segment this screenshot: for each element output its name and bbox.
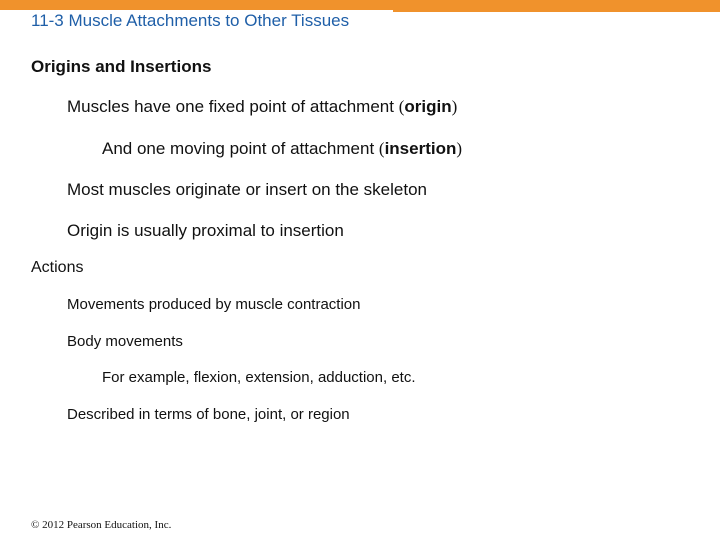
bullet-text: And one moving point of attachment (102, 139, 379, 158)
bullet-text: Muscles have one fixed point of attachment (67, 97, 399, 116)
paren-open: ( (398, 97, 405, 116)
copyright-footer: © 2012 Pearson Education, Inc. (31, 519, 172, 531)
bullet-body-movements: Body movements (67, 333, 183, 350)
slide-title: 11-3 Muscle Attachments to Other Tissues (31, 11, 350, 30)
bullet-fixed-point (67, 97, 457, 117)
heading-origins-insertions: Origins and Insertions (31, 57, 212, 76)
term-insertion: insertion (384, 139, 457, 158)
paren-close: ) (456, 139, 463, 158)
bullet-described-terms: Described in terms of bone, joint, or region (67, 406, 350, 423)
bullet-moving-point (102, 139, 462, 159)
bullet-for-example: For example, flexion, extension, adduction, etc. (102, 369, 416, 386)
paren-open: ( (378, 139, 385, 158)
bullet-movements-produced: Movements produced by muscle contraction (67, 296, 361, 313)
paren-close: ) (451, 97, 458, 116)
bullet-skeleton: Most muscles originate or insert on the skeleton (67, 180, 428, 199)
term-origin: origin (404, 97, 452, 116)
bullet-proximal: Origin is usually proximal to insertion (67, 221, 344, 240)
heading-actions: Actions (31, 259, 84, 276)
